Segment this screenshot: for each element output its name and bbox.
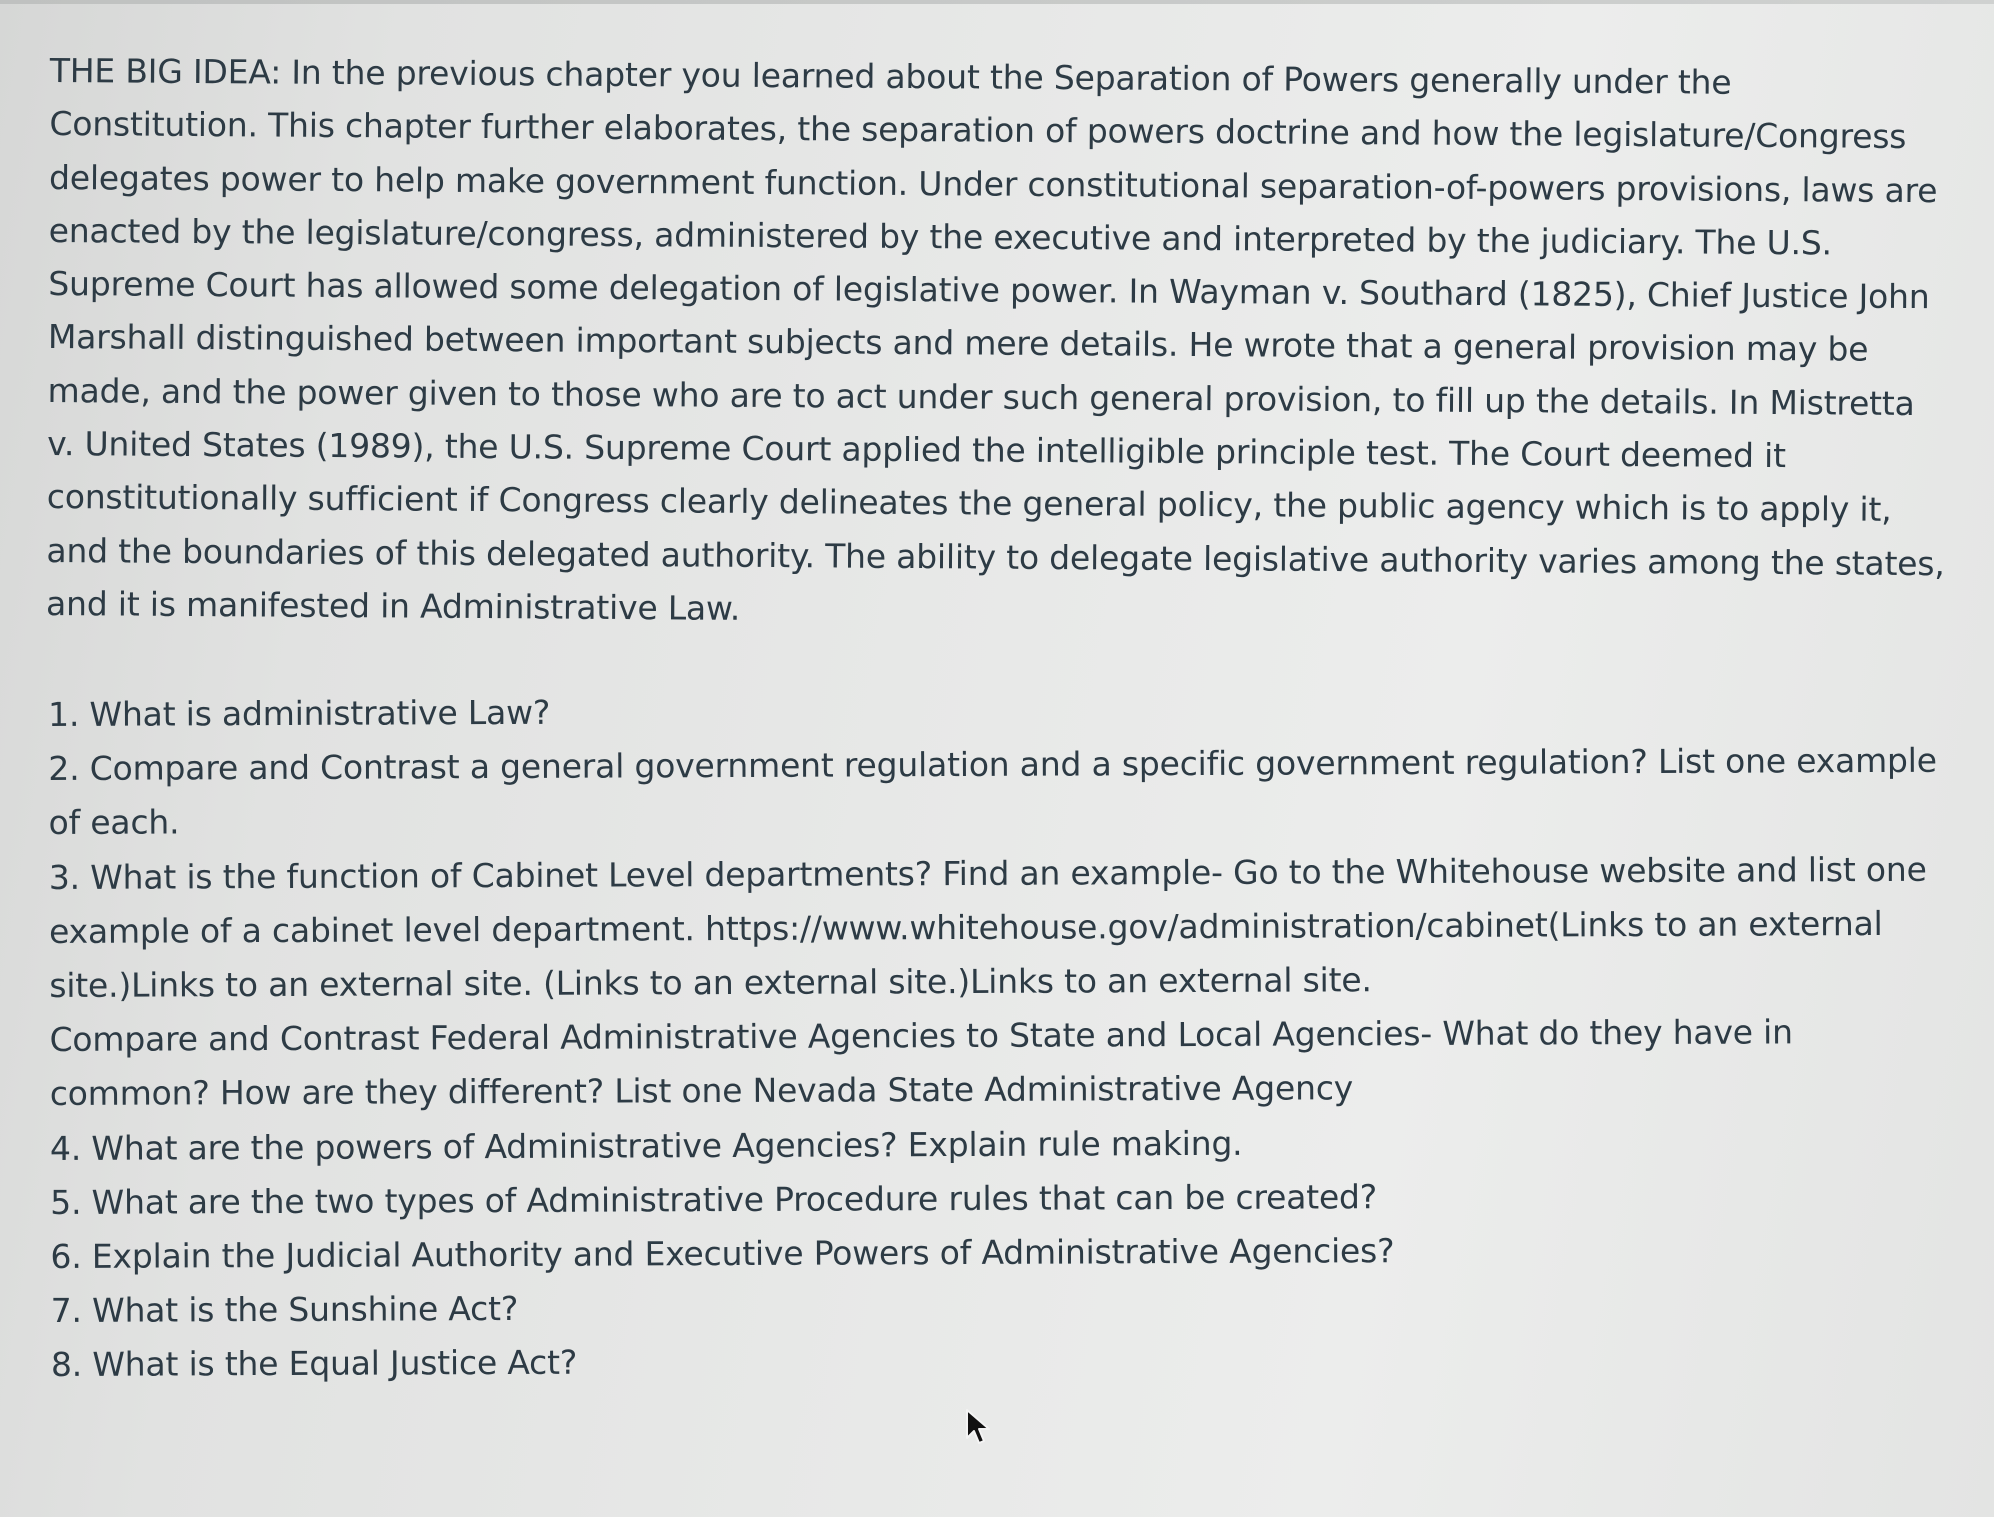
- question-1: 1. What is administrative Law?: [48, 692, 551, 734]
- big-idea-paragraph: THE BIG IDEA: In the previous chapter you learned about the Separation of Powers generally under the Constitution. This chapter further elaborates, the separation of powers doctrine and how the legislature/Congress delegates power to help make government function. Under constitutional separation-of-powers provisions, laws are enacted by the legislature/congress, administered by the executive and interpreted by the judiciary. The U.S. Supreme Court has allowed some delegation of legislative power. In Wayman v. Southard (1825), Chief Justice John Marshall distinguished between important subjects and mere details. He wrote that a general provision may be made, and the power given to those who are to act under such general provision, to fill up the details. In Mistretta v. United States (1989), the U.S. Supreme Court applied the intelligible principle test. The Court deemed it constitutionally sufficient if Congress clearly delineates the general policy, the public agency which is to apply it, and the boundaries of this delegated authority. The ability to delegate legislative authority varies among the states, and it is manifested in Administrative Law.: [45, 50, 1945, 628]
- question-3: 3. What is the function of Cabinet Level departments? Find an example- Go to the Whitehouse website and list one example of a cabinet level department. https://www.whitehouse.gov/administration/cabinet(Links to an external site.)Links to an external site. (Links to an external site.)Links to an external site.: [48, 849, 1927, 1006]
- question-8: 8. What is the Equal Justice Act?: [50, 1343, 578, 1385]
- question-7: 7. What is the Sunshine Act?: [50, 1289, 519, 1331]
- screen-top-edge: [0, 0, 1994, 4]
- question-list: [48, 680, 1951, 1393]
- question-6: 6. Explain the Judicial Authority and Executive Powers of Administrative Agencies?: [50, 1231, 1395, 1277]
- question-4: 4. What are the powers of Administrative Agencies? Explain rule making.: [49, 1123, 1243, 1168]
- mouse-pointer-icon: [964, 1408, 992, 1446]
- assignment-content: [45, 44, 1950, 630]
- question-5: 5. What are the two types of Administrative Procedure rules that can be created?: [50, 1177, 1378, 1222]
- question-3-followup: Compare and Contrast Federal Administrative Agencies to State and Local Agencies- What do they have in common? How are they different? List one Nevada State Administrative Agency: [49, 1012, 1793, 1114]
- question-2: 2. Compare and Contrast a general government regulation and a specific government regulation? List one example of each.: [48, 740, 1937, 843]
